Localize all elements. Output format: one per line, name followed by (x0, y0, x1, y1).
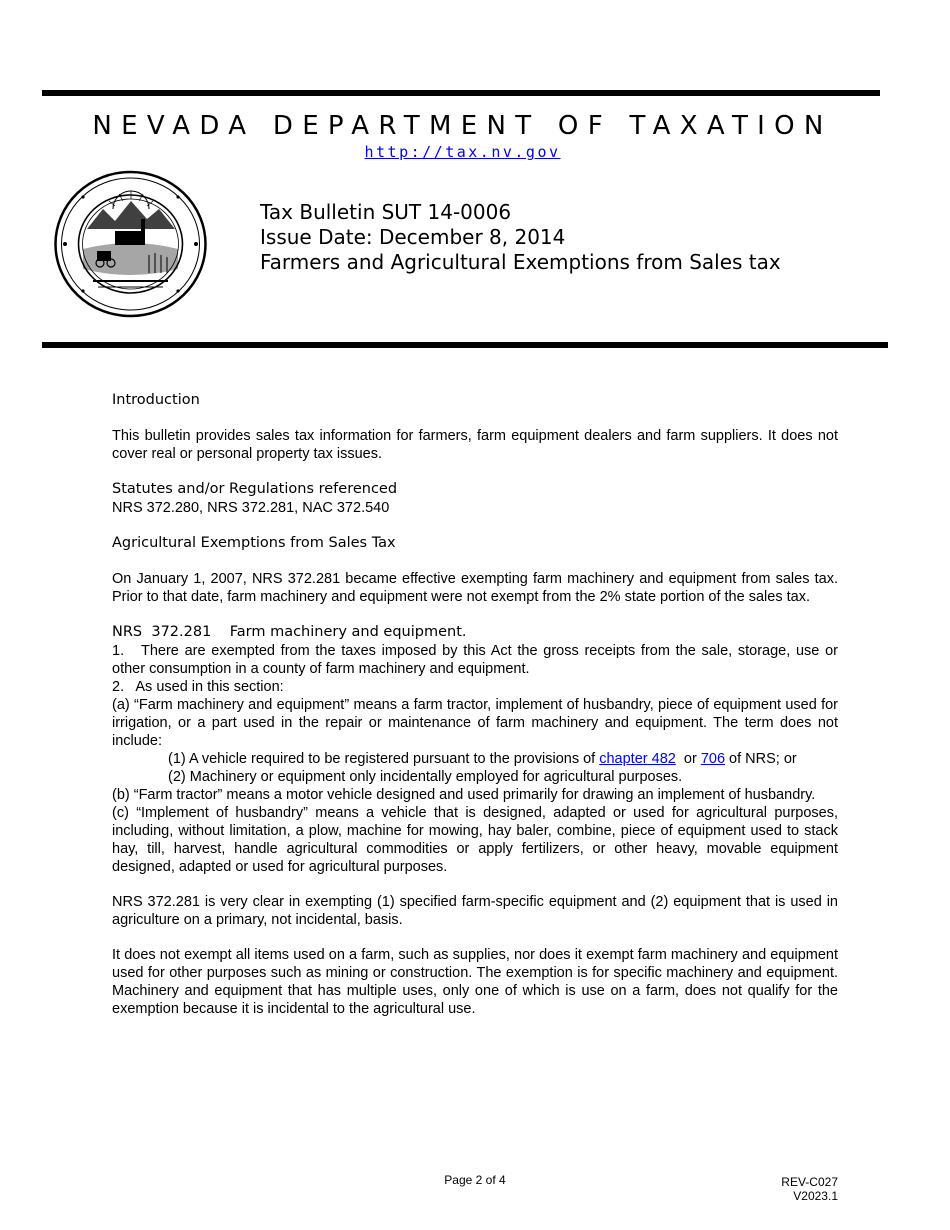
nrs-subsection-2: 2. As used in this section: (112, 679, 284, 695)
intro-heading: Introduction (112, 392, 200, 408)
nrs-paragraph-c: (c) “Implement of husbandry” means a vehicle that is designed, adapted or used for agricultural purposes, including, without limitation, a plow, machine for mowing, hay baler, combine, piece of equipment used to stack hay, till, harvest, handle agricultural commodities or apply fertilizers, or other heavy, movable equipment designed, adapted or used for agricultural purposes. (112, 805, 838, 875)
nrs-item-a1-suffix: of NRS; or (725, 751, 797, 767)
not-exempt-paragraph: It does not exempt all items used on a farm, such as supplies, nor does it exempt farm machinery and equipment used for other purposes such as mining or construction. The exemption is for specific machinery and equipment. Machinery and equipment that has multiple uses, only one of which is use on a farm, does not qualify for the exemption because it is incidental to the agricultural use. (112, 947, 838, 1017)
exemptions-text: On January 1, 2007, NRS 372.281 became effective exempting farm machinery and equipment from sales tax. Prior to that date, farm machinery and equipment were not exempt from the 2% state portion of the sales tax. (112, 571, 838, 605)
department-url-wrapper (0, 143, 925, 161)
chapter-706-link[interactable]: 706 (700, 751, 726, 767)
bulletin-body (112, 391, 843, 1018)
revision-version: V2023.1 (793, 1189, 838, 1203)
nrs-item-a1-or: or (675, 751, 701, 767)
clarity-paragraph: NRS 372.281 is very clear in exempting (1) specified farm-specific equipment and (2) equipment that is used in agriculture on a primary, not incidental, basis. (112, 894, 838, 928)
chapter-482-link[interactable]: chapter 482 (599, 751, 676, 767)
page-number: Page 2 of 4 (444, 1173, 506, 1187)
revision-info (781, 1175, 838, 1203)
nrs-item-a2: (2) Machinery or equipment only incidentally employed for agricultural purposes. (168, 769, 683, 785)
bulletin-number: Tax Bulletin SUT 14-0006 (260, 200, 512, 224)
intro-text: This bulletin provides sales tax information for farmers, farm equipment dealers and farm suppliers. It does not cover real or personal property tax issues. (112, 428, 838, 462)
nevada-seal-icon (53, 169, 208, 319)
nrs-heading: NRS 372.281 Farm machinery and equipment. (112, 624, 467, 640)
issue-date: Issue Date: December 8, 2014 (260, 225, 566, 249)
department-url-link[interactable]: http://tax.nv.gov (364, 143, 561, 161)
bulletin-subject: Farmers and Agricultural Exemptions from Sales tax (260, 250, 781, 274)
revision-code: REV-C027 (781, 1175, 838, 1189)
nrs-paragraph-a: (a) “Farm machinery and equipment” means a farm tractor, implement of husbandry, piece of equipment used for irrigation, or a part used in the repair or maintenance of farm machinery and equipment. The term does not include: (112, 697, 838, 749)
bulletin-info (260, 200, 781, 275)
nrs-item-a1 (112, 750, 838, 768)
top-rule (42, 90, 880, 96)
nrs-paragraph-b: (b) “Farm tractor” means a motor vehicle designed and used primarily for drawing an implement of husbandry. (112, 787, 816, 803)
exemptions-heading: Agricultural Exemptions from Sales Tax (112, 535, 396, 551)
nrs-item-a1-text: (1) A vehicle required to be registered pursuant to the provisions of (168, 751, 600, 767)
statutes-text: NRS 372.280, NRS 372.281, NAC 372.540 (112, 500, 390, 516)
nrs-subsection-1: 1. There are exempted from the taxes imposed by this Act the gross receipts from the sale, storage, use or other consumption in a county of farm machinery and equipment. (112, 643, 843, 677)
header-bottom-rule (42, 342, 888, 348)
department-title: NEVADA DEPARTMENT OF TAXATION (92, 111, 833, 141)
statutes-heading: Statutes and/or Regulations referenced (112, 481, 398, 497)
